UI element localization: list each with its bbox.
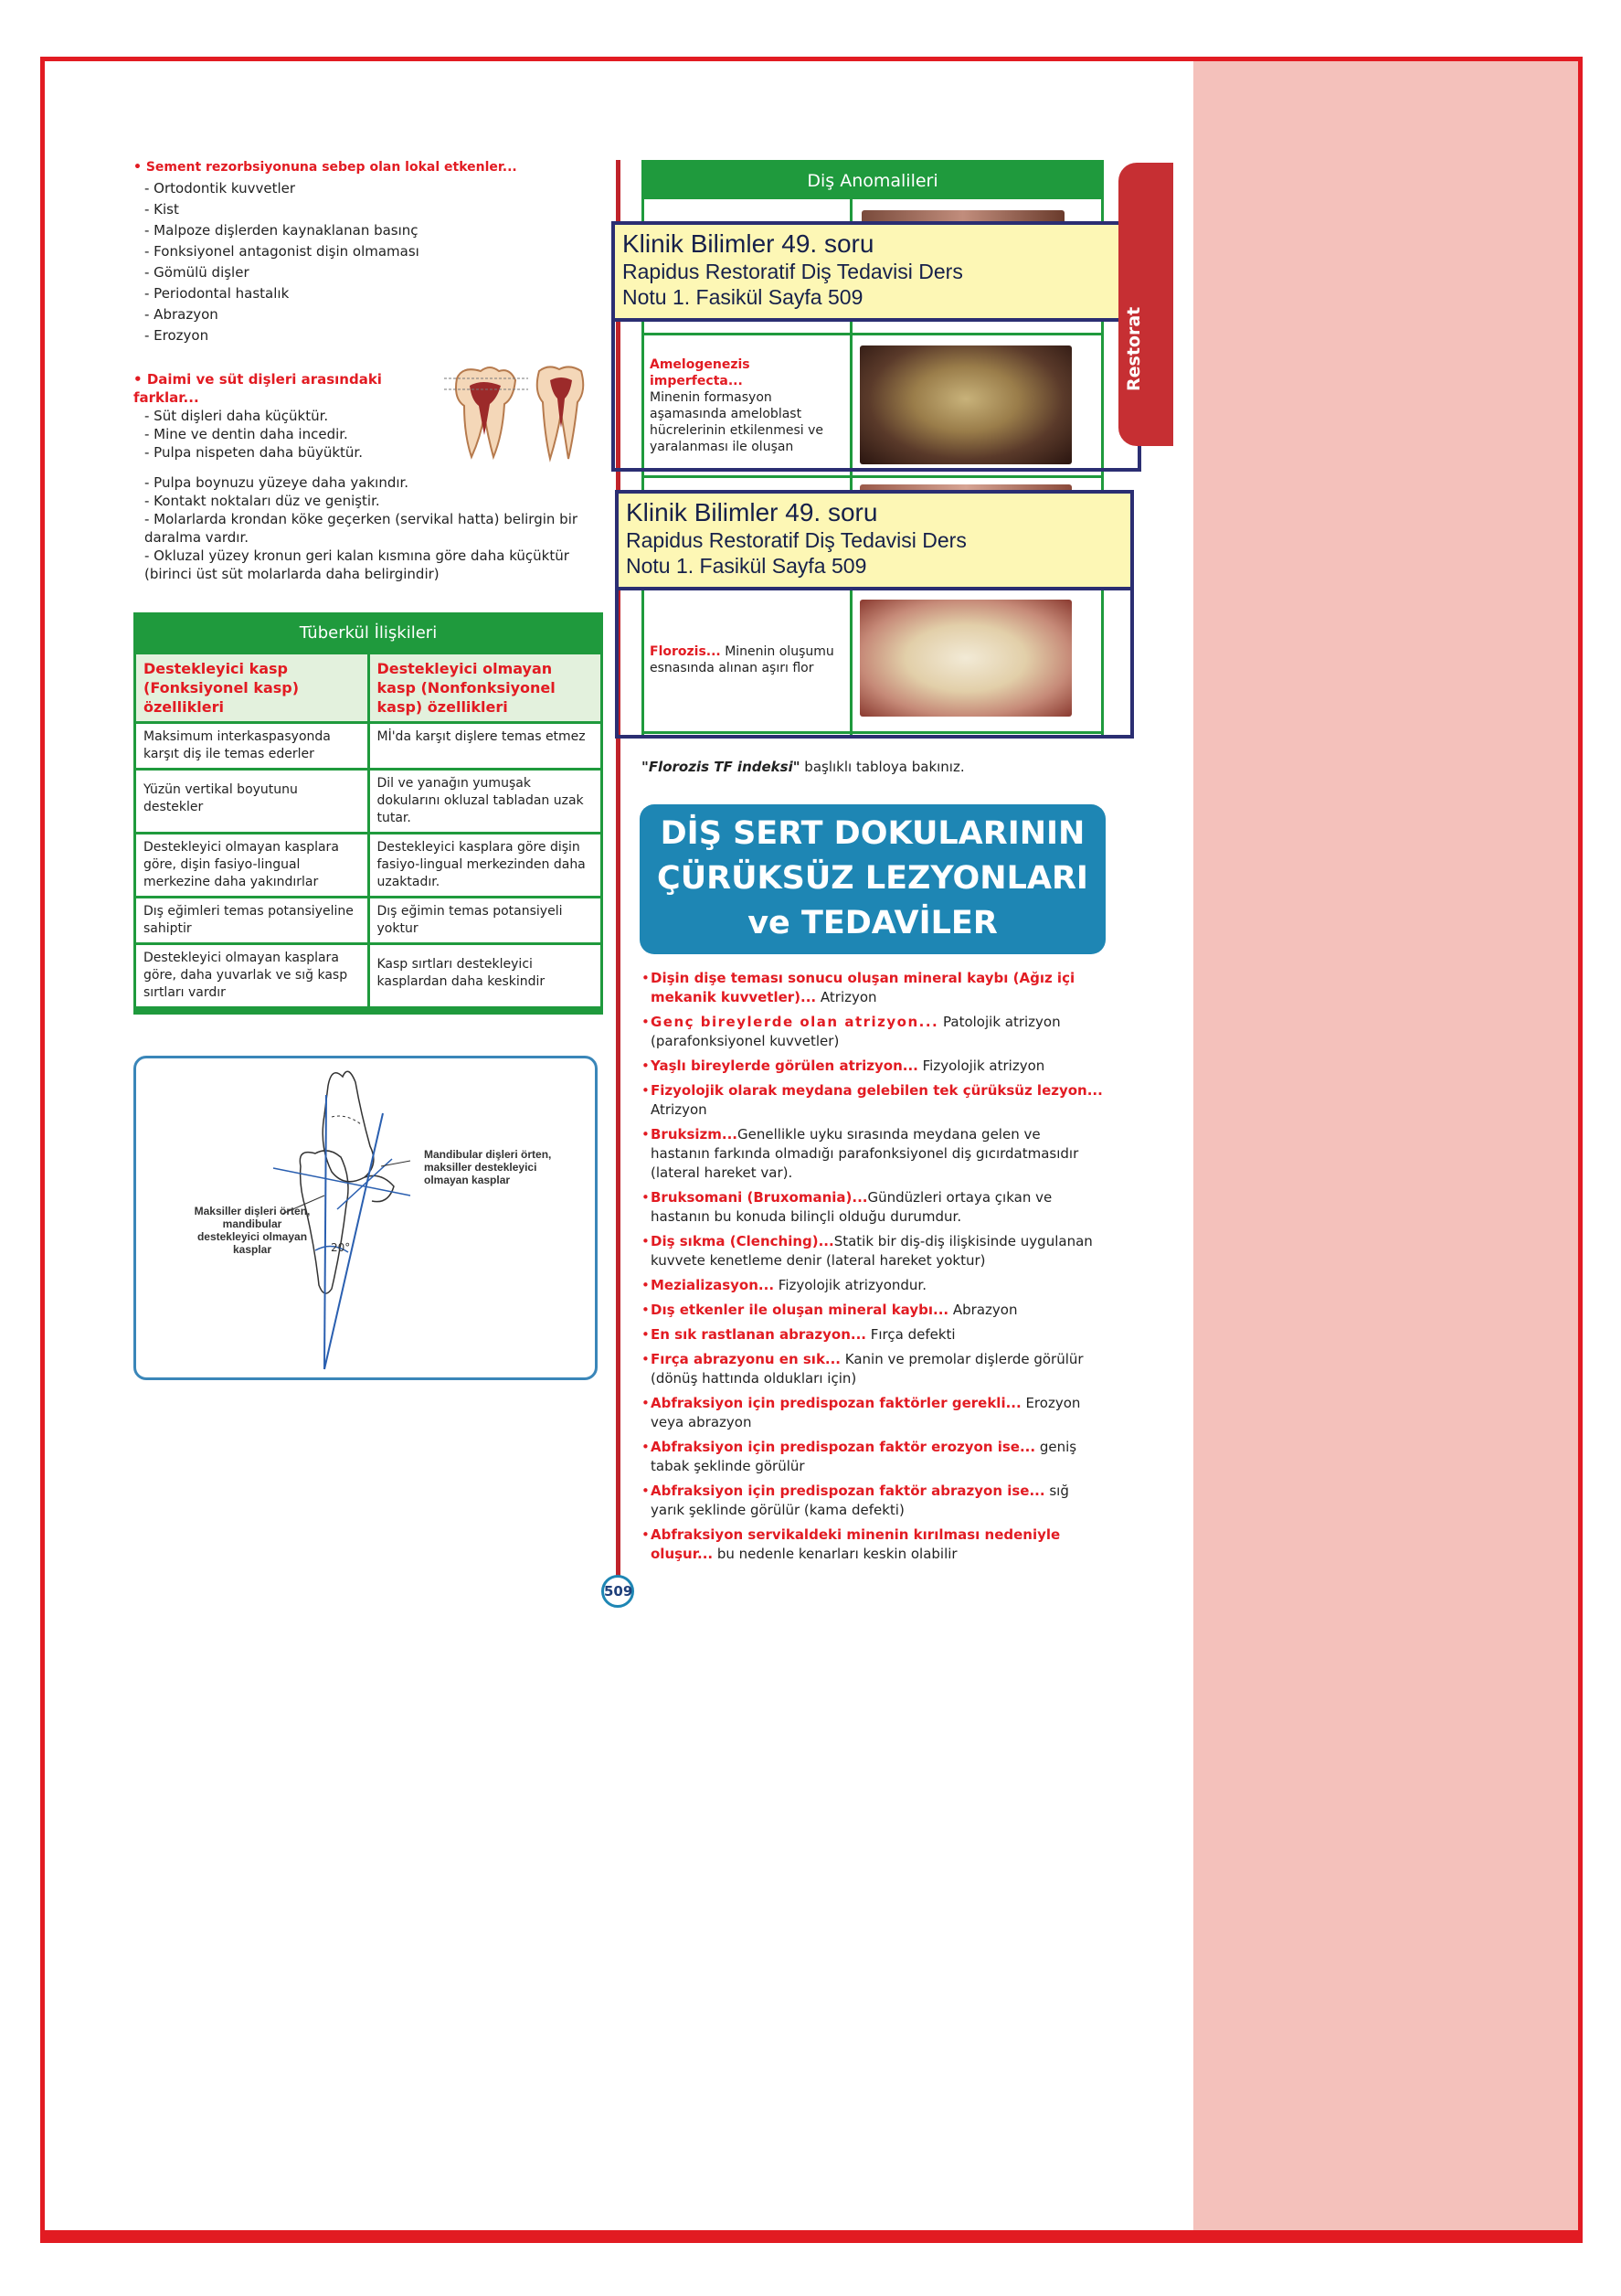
list-item: - Süt dişleri daha küçüktür.	[144, 408, 329, 424]
note-line: Rapidus Restoratif Diş Tedavisi Ders	[622, 260, 963, 283]
list-item: - Abrazyon	[144, 306, 218, 323]
daimi-section	[133, 370, 435, 462]
table-header-cell: Destekleyici kasp (Fonksiyonel kasp) özellikleri	[136, 654, 367, 721]
table-cell: Destekleyici olmayan kasplara göre, dişin fasiyo-lingual merkezine daha yakındırlar	[143, 840, 339, 889]
florozis-desc: Minenin oluşumu esnasında alınan aşırı flor	[650, 644, 834, 675]
item-key: Dış etkenler ile oluşan mineral kaybı...	[651, 1302, 949, 1318]
item-key: Mezializasyon...	[651, 1277, 775, 1293]
note-title: Klinik Bilimler 49. soru	[622, 229, 874, 258]
item-key: Diş sıkma (Clenching)...	[651, 1233, 834, 1249]
item-value: Abrazyon	[948, 1302, 1018, 1318]
item-value: geniş tabak şeklinde görülür	[651, 1439, 1077, 1474]
list-item	[641, 969, 1104, 1007]
list-item	[641, 1013, 1104, 1051]
teeth-illustration	[437, 362, 601, 464]
table-header-row	[136, 652, 600, 721]
table-title: Diş Anomalileri	[644, 163, 1101, 199]
daimi-list-b	[133, 473, 599, 583]
list-item: - Fonksiyonel antagonist dişin olmaması	[144, 243, 419, 260]
table-cell: Maksimum interkaspasyonda karşıt diş ile temas ederler	[143, 729, 331, 761]
reference-note	[611, 221, 1141, 322]
table-title: Tüberkül İlişkileri	[136, 615, 600, 652]
table-divider	[644, 333, 1101, 335]
item-key: Abfraksiyon için predispozan faktör abrazyon ise...	[651, 1483, 1045, 1499]
item-key: Abfraksiyon için predispozan faktör erozyon ise...	[651, 1439, 1036, 1455]
occlusion-figure	[133, 1056, 598, 1380]
list-item	[641, 1325, 1104, 1345]
item-value: sığ yarık şeklinde görülür (kama defekti)	[651, 1483, 1069, 1518]
reference-note	[615, 490, 1134, 590]
item-value: Atrizyon	[651, 1101, 707, 1118]
label-mandibular: Mandibular dişleri örten, maksiller destekleyici olmayan kasplar	[424, 1148, 552, 1186]
pink-margin	[1193, 61, 1578, 2237]
list-item: - Kontakt noktaları düz ve geniştir.	[144, 493, 380, 509]
list-item	[641, 1276, 1104, 1295]
list-item: - Kist	[144, 201, 179, 218]
daimi-section-b	[133, 473, 599, 583]
sement-section	[133, 157, 599, 346]
reference-bold: "Florozis TF indeksi"	[641, 759, 800, 775]
item-value: Patolojik atrizyon (parafonksiyonel kuvvetler)	[651, 1014, 1061, 1049]
list-item: - Erozyon	[144, 327, 209, 344]
angle-label: 20°	[331, 1241, 351, 1254]
column-divider	[616, 160, 620, 1586]
item-key: Abfraksiyon servikaldeki minenin kırılması nedeniyle oluşur...	[651, 1526, 1061, 1562]
item-key: Bruksizm...	[651, 1126, 738, 1143]
table-divider	[644, 475, 1101, 478]
pointer-line	[381, 1161, 410, 1166]
table-row	[136, 832, 600, 896]
daimi-title: • Daimi ve süt dişleri arasındaki farklar...	[133, 371, 382, 406]
table-header-cell: Destekleyici olmayan kasp (Nonfonksiyonel kasp) özellikleri	[367, 654, 601, 721]
florozis-title: Florozis...	[650, 644, 721, 659]
item-value: Kanin ve premolar dişlerde görülür (dönüş hattında oldukları için)	[651, 1351, 1084, 1387]
axis-line	[324, 1095, 326, 1369]
florozis-text	[650, 643, 843, 676]
list-item	[641, 1301, 1104, 1320]
item-key: Abfraksiyon için predispozan faktörler gerekli...	[651, 1395, 1022, 1411]
page-number: 509	[601, 1575, 634, 1608]
section-tab-label: Restorat	[1124, 306, 1144, 391]
banner-line: ÇÜRÜKSÜZ LEZYONLARI	[657, 860, 1088, 897]
sement-list	[133, 178, 599, 346]
table-cell: Yüzün vertikal boyutunu destekler	[143, 782, 298, 814]
label-maksiller: Maksiller dişleri örten, mandibular destekleyici olmayan kasplar	[194, 1205, 311, 1256]
note-border	[611, 468, 1141, 472]
item-value: Atrizyon	[816, 989, 877, 1005]
table-row	[136, 896, 600, 942]
list-item	[641, 1525, 1104, 1564]
amelogenezis-desc: Minenin formasyon aşamasında ameloblast hücrelerinin etkilenmesi ve yaralanması ile oluşan	[650, 390, 823, 454]
table-cell: Kasp sırtları destekleyici kasplardan daha keskindir	[367, 945, 601, 1006]
table-cell: Mİ'da karşıt dişlere temas etmez	[367, 724, 601, 768]
note-line: Notu 1. Fasikül Sayfa 509	[626, 554, 867, 578]
note-line: Rapidus Restoratif Diş Tedavisi Ders	[626, 528, 967, 552]
list-item: - Ortodontik kuvvetler	[144, 180, 296, 197]
sement-title: • Sement rezorbsiyonuna sebep olan lokal etkenler...	[133, 160, 517, 175]
item-value: Statik bir diş-diş ilişkisinde uygulanan kuvvete kenetleme denir (lateral hareket yoktur)	[651, 1233, 1093, 1269]
list-item: - Okluzal yüzey kronun geri kalan kısmına göre daha küçüktür (birinci üst süt molarlarda daha belirgindir)	[144, 547, 569, 582]
list-item: - Pulpa nispeten daha büyüktür.	[144, 444, 363, 461]
amelogenezis-photo	[860, 345, 1072, 464]
item-value: Fizyolojik atrizyondur.	[774, 1277, 927, 1293]
section-banner	[640, 804, 1106, 954]
amelogenezis-title: Amelogenezis imperfecta...	[650, 357, 750, 388]
item-value: Fırça defekti	[865, 1326, 956, 1343]
item-key: Genç bireylerde olan atrizyon...	[651, 1014, 939, 1030]
note-border	[1130, 590, 1134, 737]
note-border	[615, 590, 619, 737]
bottom-bar	[40, 2230, 1583, 2243]
list-item	[641, 1081, 1104, 1120]
item-key: Yaşlı bireylerde görülen atrizyon...	[651, 1058, 918, 1074]
list-item	[641, 1057, 1104, 1076]
list-item: - Mine ve dentin daha incedir.	[144, 426, 348, 442]
tuberkul-table	[133, 612, 603, 1015]
lesion-list	[641, 969, 1104, 1569]
list-item: - Periodontal hastalık	[144, 285, 290, 302]
list-item	[641, 1125, 1104, 1183]
table-cell: Dış eğimleri temas potansiyeline sahiptir	[143, 904, 354, 936]
note-border	[611, 322, 615, 468]
item-key: Dişin dişe teması sonucu oluşan mineral kaybı (Ağız içi mekanik kuvvetler)...	[651, 970, 1075, 1005]
item-value: Erozyon veya abrazyon	[651, 1395, 1081, 1430]
item-key: En sık rastlanan abrazyon...	[651, 1326, 866, 1343]
item-key: Fizyolojik olarak meydana gelebilen tek çürüksüz lezyon...	[651, 1082, 1103, 1099]
item-value: Genellikle uyku sırasında meydana gelen ve hastanın farkında olmadığı parafonksiyonel diş gıcırdatmasıdır (lateral hareket var).	[651, 1126, 1079, 1181]
table-cell: Dış eğimin temas potansiyeli yoktur	[367, 898, 601, 942]
list-item: - Pulpa boynuzu yüzeye daha yakındır.	[144, 474, 409, 491]
maxillary-tooth	[323, 1071, 374, 1182]
list-item: - Gömülü dişler	[144, 264, 249, 281]
amelogenezis-text	[650, 356, 843, 455]
item-key: Fırça abrazyonu en sık...	[651, 1351, 842, 1367]
florozis-photo	[860, 600, 1072, 717]
list-item	[641, 1438, 1104, 1476]
table-cell: Destekleyici olmayan kasplara göre, daha yuvarlak ve sığ kasp sırtları vardır	[143, 951, 348, 1000]
tooth-detail-line	[332, 1116, 361, 1124]
note-title: Klinik Bilimler 49. soru	[626, 498, 878, 526]
list-item: - Malpoze dişlerden kaynaklanan basınç	[144, 222, 418, 239]
table-divider	[644, 731, 1101, 734]
list-item	[641, 1232, 1104, 1270]
list-item	[641, 1482, 1104, 1520]
banner-line: ve TEDAVİLER	[747, 905, 998, 941]
table-cell: Dil ve yanağın yumuşak dokularını okluzal tabladan uzak tutar.	[367, 771, 601, 832]
table-row	[136, 942, 600, 1012]
table-cell: Destekleyici kasplara göre dişin fasiyo-lingual merkezinden daha uzaktadır.	[367, 834, 601, 896]
florozis-reference	[641, 757, 1104, 778]
list-item: - Molarlarda krondan köke geçerken (servikal hatta) belirgin bir daralma vardır.	[144, 511, 578, 546]
reference-text: başlıklı tabloya bakınız.	[800, 759, 965, 775]
item-value: Gündüzleri ortaya çıkan ve hastanın bu konuda bilinçli olduğu durumdur.	[651, 1189, 1053, 1225]
banner-line: DİŞ SERT DOKULARININ	[660, 815, 1086, 852]
note-border	[615, 735, 1134, 739]
item-key: Bruksomani (Bruxomania)...	[651, 1189, 868, 1206]
list-item	[641, 1188, 1104, 1227]
table-row	[136, 768, 600, 832]
note-line: Notu 1. Fasikül Sayfa 509	[622, 285, 863, 309]
list-item	[641, 1350, 1104, 1388]
daimi-list-a	[133, 407, 435, 462]
table-row	[136, 721, 600, 768]
item-value: bu nedenle kenarları keskin olabilir	[713, 1546, 958, 1562]
item-value: Fizyolojik atrizyon	[917, 1058, 1045, 1074]
section-tab[interactable]	[1118, 163, 1173, 446]
list-item	[641, 1394, 1104, 1432]
